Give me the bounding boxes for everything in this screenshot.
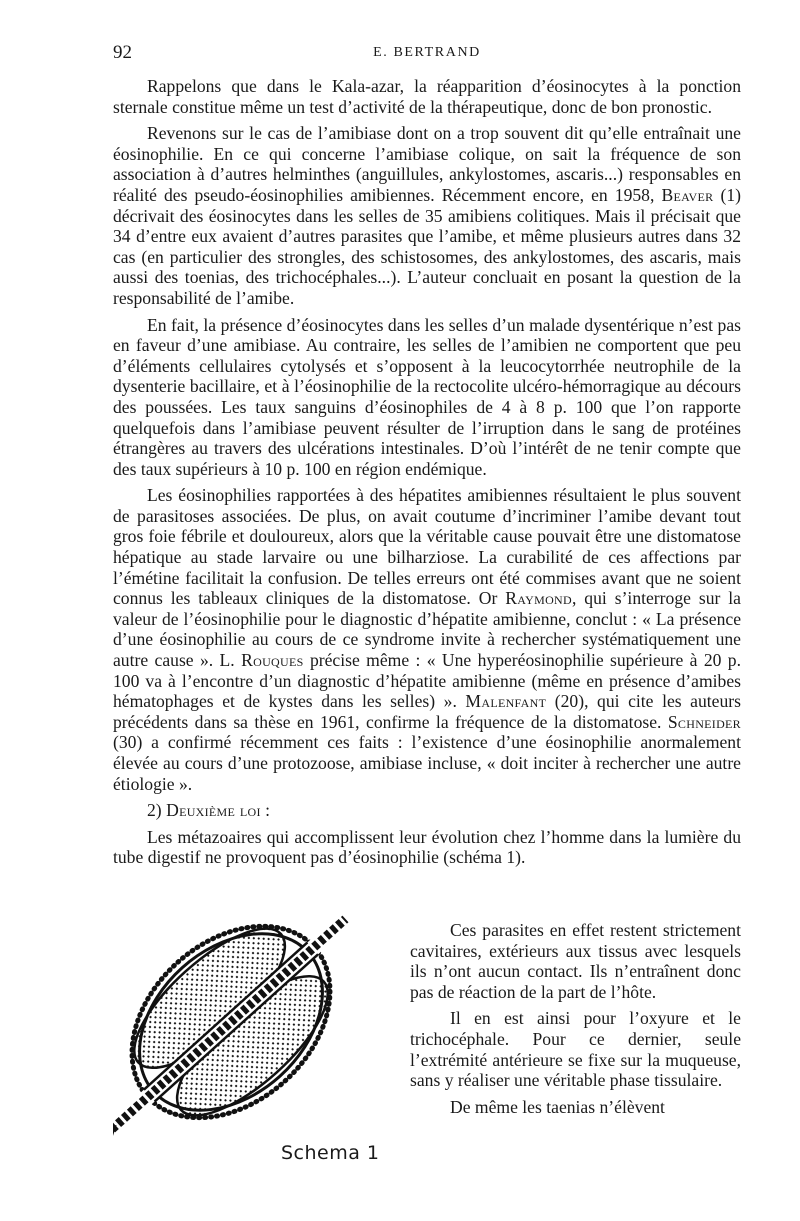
- paragraph-1: Rappelons que dans le Kala-azar, la réapparition d’éosinocytes à la ponction sternale constitue même un test d’activité de la thérapeutique, donc de bon pronostic.: [113, 76, 741, 117]
- figure-block: [113, 910, 741, 1180]
- schema-1-illustration: [113, 910, 353, 1155]
- paragraph-4-part-c: précise même : « Une hyperéosinophilie supérieure à 20 p. 100 va à l’encontre d’un diagnostic d’hépatite amibienne (même en présence d’amibes hématophages et de kystes dans les selles) ».: [113, 650, 742, 712]
- section-heading-text: Deuxième loi: [166, 800, 261, 821]
- paragraph-4-part-d: (20), qui cite les auteurs précédents dans sa thèse en 1961, confirme la fréquence de la distomatose.: [113, 691, 741, 732]
- paragraph-4: [113, 485, 741, 794]
- section-heading-number: 2): [147, 800, 167, 821]
- author-malenfant: Malenfant: [465, 691, 547, 712]
- paragraph-5: Les métazoaires qui accomplissent leur évolution chez l’homme dans la lumière du tube digestif ne provoquent pas d’éosinophilie (schéma 1).: [113, 826, 741, 868]
- author-beaver: Beaver: [661, 184, 714, 205]
- section-heading: [113, 800, 741, 821]
- side-text: [410, 920, 741, 1123]
- figure-caption: Schema 1: [281, 1142, 380, 1164]
- author-rouques: Rouques: [241, 650, 304, 671]
- section-heading-suffix: :: [260, 800, 271, 821]
- paragraph-4-part-b: , qui s’interroge sur la valeur de l’éosinophilie pour le diagnostic d’hépatite amibienne, conclut : « La présence d’une éosinophilie au cours de ce syndrome invite à rechercher systématiquement une autre cause ». L.: [113, 588, 741, 671]
- paragraph-4-part-e: (30) a confirmé récemment ces faits : l’existence d’une éosinophilie anormalement élevée au cours d’une protozoose, amibiase incluse, « doit inciter à rechercher une autre étiologie ».: [113, 732, 741, 794]
- author-raymond: Raymond: [505, 588, 572, 609]
- page-header: [113, 42, 741, 66]
- paragraph-2: [113, 123, 741, 308]
- running-head: E. BERTRAND: [373, 45, 481, 60]
- side-paragraph-3: De même les taenias n’élèvent: [450, 1096, 665, 1117]
- page-number: 92: [113, 42, 132, 63]
- body-text: [113, 76, 741, 874]
- paragraph-4-part-a: Les éosinophilies rapportées à des hépatites amibiennes résultaient le plus souvent de parasitoses associées. De plus, on avait coutume d’incriminer l’amibe devant tout gros foie fébrile et douloureux, alors que la véritable cause pouvait être une distomatose hépatique au stade larvaire ou une bilharziose. La curabilité de ces affections par l’émétine facilitait la confusion. De telles erreurs ont été commises avant que ne soient connus les tableaux cliniques de la distomatose. Or: [113, 485, 741, 609]
- paragraph-2-part-a: Revenons sur le cas de l’amibiase dont on a trop souvent dit qu’elle entraînait une éosinophilie. En ce qui concerne l’amibiase colique, on sait la fréquence de son association à d’autres helminthes (anguillules, ankylostomes, ascaris...) responsables en réalité des pseudo-éosinophilies amibiennes. Récemment encore, en 1958,: [113, 123, 741, 205]
- author-schneider: Schneider: [667, 711, 741, 732]
- side-paragraph-1: Ces parasites en effet restent strictement cavitaires, extérieurs aux tissus avec lesquels ils n’ont aucun contact. Ils n’entraînent donc pas de réaction de la part de l’hôte.: [410, 920, 741, 1002]
- paragraph-3: En fait, la présence d’éosinocytes dans les selles d’un malade dysentérique n’est pas en faveur d’une amibiase. Au contraire, les selles de l’amibien ne comportent que peu d’éléments cellulaires cytolysés et s’opposent à la leucocytorrhée neutrophile de la dysenterie bacillaire, et à l’éosinophilie de la rectocolite ulcéro-hémorragique au décours des poussées. Les taux sanguins d’éosinophiles de 4 à 8 p. 100 que l’on rapporte quelquefois dans l’amibiase peuvent résulter de l’irruption dans le sang de protéines étrangères au travers des ulcérations intestinales. D’où l’intérêt de ne tenir compte que des taux supérieurs à 10 p. 100 en région endémique.: [113, 314, 741, 479]
- paragraph-2-part-b: (1) décrivait des éosinocytes dans les selles de 35 amibiens colitiques. Mais il précisait que 34 d’entre eux avaient d’autres parasites que l’amibe, et même plusieurs autres dans 32 cas (en particulier des strongles, des schistosomes, des ankylostomes, des ascaris, mais aussi des toenias, des trichocéphales...). L’auteur concluait en posant la question de la responsabilité de l’amibe.: [113, 184, 741, 308]
- side-paragraph-2: Il en est ainsi pour l’oxyure et le trichocéphale. Pour ce dernier, seule l’extrémité antérieure se fixe sur la muqueuse, sans y réaliser une véritable phase tissulaire.: [410, 1008, 741, 1091]
